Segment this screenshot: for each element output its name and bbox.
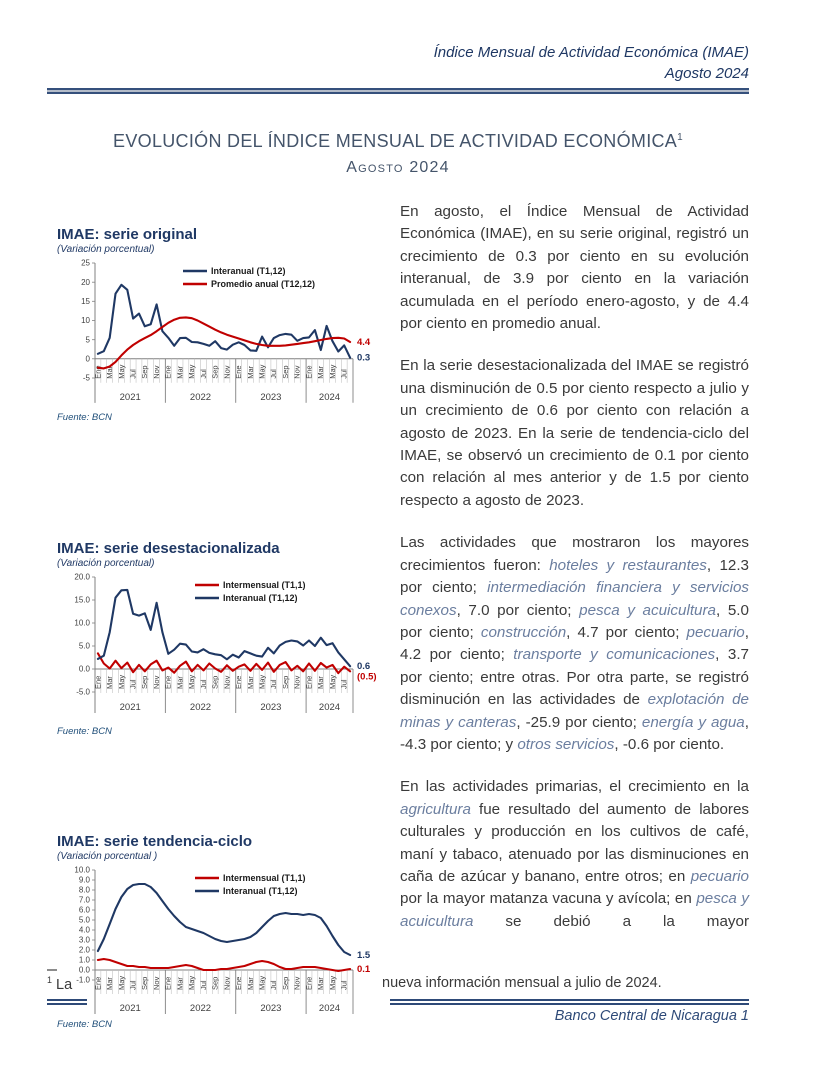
chart-canvas-desestacionalizada xyxy=(57,571,387,723)
y-tick-label: 7.0 xyxy=(78,895,90,905)
year-label: 2023 xyxy=(260,702,282,713)
chart-source: Fuente: BCN xyxy=(57,1019,112,1030)
x-tick-label: Jul xyxy=(128,369,138,379)
text-segment: se debió a la mayor xyxy=(473,912,749,930)
x-tick-label: Sep xyxy=(280,365,290,379)
chart-imae-serie-original xyxy=(57,226,389,423)
x-tick-label: Jul xyxy=(198,679,208,689)
text-segment: , 12.3 por ciento; xyxy=(400,556,750,597)
activity-term: explotación de minas y canteras xyxy=(400,691,749,731)
x-tick-label: May xyxy=(187,364,197,379)
paragraph xyxy=(400,355,749,512)
x-tick-label: Mar xyxy=(245,365,255,379)
footnote-left-fragment xyxy=(47,975,72,993)
x-tick-label: Sep xyxy=(140,976,150,990)
x-tick-label: Nov xyxy=(292,365,302,379)
x-tick-label: May xyxy=(257,364,267,379)
x-tick-label: Nov xyxy=(151,365,161,379)
chart-title: IMAE: serie original xyxy=(57,226,198,243)
x-tick-label: Ene xyxy=(93,365,103,379)
y-tick-label: 15.0 xyxy=(74,595,90,605)
x-tick-label: Mar xyxy=(105,365,115,379)
chart-canvas-original xyxy=(57,257,387,409)
year-label: 2021 xyxy=(119,1003,141,1014)
y-tick-label: 1.0 xyxy=(78,955,90,965)
x-tick-label: Mar xyxy=(105,977,115,990)
text-segment: , 5.0 por ciento; xyxy=(400,601,749,641)
x-tick-label: Nov xyxy=(292,675,302,689)
y-tick-label: -5.0 xyxy=(76,687,90,697)
x-tick-label: Jul xyxy=(339,369,349,379)
x-tick-label: Nov xyxy=(222,365,232,379)
x-tick-label: Mar xyxy=(105,676,115,689)
x-tick-label: May xyxy=(116,674,126,689)
activity-term: energía y agua xyxy=(641,713,745,731)
x-tick-label: Jul xyxy=(128,980,138,990)
chart-canvas-tendencia-ciclo xyxy=(57,864,387,1016)
x-tick-label: Sep xyxy=(210,675,220,689)
page-title-footnote-ref: 1 xyxy=(677,132,683,143)
x-tick-label: Mar xyxy=(175,365,185,379)
year-label: 2021 xyxy=(119,702,141,713)
x-tick-label: Nov xyxy=(222,675,232,689)
x-tick-label: May xyxy=(187,975,197,990)
header-title: Índice Mensual de Actividad Económica (IMAE) xyxy=(433,44,749,61)
year-label: 2023 xyxy=(260,1003,282,1014)
activity-term: pecuario xyxy=(690,867,749,885)
activity-term: construcción xyxy=(480,623,567,641)
x-tick-label: Ene xyxy=(163,675,173,689)
x-tick-label: Ene xyxy=(304,976,314,990)
x-tick-label: Mar xyxy=(245,977,255,990)
series-end-value: 4.4 xyxy=(357,337,371,348)
chart-subtitle: (Variación porcentual ) xyxy=(57,851,158,862)
x-tick-label: Ene xyxy=(234,976,244,990)
header-date: Agosto 2024 xyxy=(664,65,749,82)
series-end-value: 1.5 xyxy=(357,950,371,961)
x-tick-label: Ene xyxy=(93,976,103,990)
y-tick-label: 10.0 xyxy=(74,618,90,628)
y-tick-label: 20.0 xyxy=(74,572,90,582)
chart-source: Fuente: BCN xyxy=(57,412,112,423)
text-segment: Las actividades que mostraron los mayores crecimientos fueron: xyxy=(400,534,749,574)
x-tick-label: Nov xyxy=(222,976,232,990)
activity-term: pecuario xyxy=(686,623,745,641)
text-segment: , 3.7 por ciento; entre otras. Por otra parte, se registró disminución en las actividades de xyxy=(400,646,749,709)
x-tick-label: Jul xyxy=(269,980,279,990)
x-tick-label: Sep xyxy=(140,365,150,379)
legend-label: Interanual (T1,12) xyxy=(223,886,298,896)
text-segment: En agosto, el Índice Mensual de Actividad Económica (IMAE), en su serie original, registró un crecimiento de 0.3 por ciento en su evolución interanual, de 3.9 por ciento en la variación acumulada en el período enero-agosto, y de 4.4 por ciento en promedio anual. xyxy=(400,203,749,333)
x-tick-label: May xyxy=(116,975,126,990)
y-tick-label: 2.0 xyxy=(78,945,90,955)
legend-label: Promedio anual (T12,12) xyxy=(211,279,316,289)
y-tick-label: 0.0 xyxy=(78,664,90,674)
y-tick-label: 0.0 xyxy=(78,965,90,975)
text-segment: En las actividades primarias, el crecimiento en la xyxy=(400,778,749,796)
header-rule xyxy=(47,88,749,94)
y-tick-label: 6.0 xyxy=(78,905,90,915)
activity-term: agricultura xyxy=(400,800,471,818)
x-tick-label: Jul xyxy=(128,679,138,689)
series-line xyxy=(98,959,350,971)
y-tick-label: 5 xyxy=(85,335,90,345)
year-label: 2021 xyxy=(119,391,141,403)
activity-term: intermediación financiera y servicios conexos xyxy=(400,579,750,619)
x-tick-label: Jul xyxy=(198,980,208,990)
year-label: 2023 xyxy=(260,391,282,403)
legend-label: Interanual (T1,12) xyxy=(211,266,286,276)
footnote-right-fragment: nueva información mensual a julio de 2024. xyxy=(382,975,662,991)
x-tick-label: May xyxy=(327,674,337,689)
series-end-value: 0.3 xyxy=(357,352,371,364)
footer-rule-right xyxy=(390,999,749,1005)
y-tick-label: 3.0 xyxy=(78,935,90,945)
footnote-marker: 1 xyxy=(47,975,53,985)
body-text-column xyxy=(400,201,749,953)
text-segment: , 7.0 por ciento; xyxy=(456,601,580,619)
year-label: 2024 xyxy=(318,391,341,403)
x-tick-label: Mar xyxy=(316,365,326,379)
chart-title: IMAE: serie tendencia-ciclo xyxy=(57,833,253,850)
activity-term: pesca y acuicultura xyxy=(400,890,750,930)
text-segment: , 4.7 por ciento; xyxy=(566,623,687,641)
legend-label: Intermensual (T1,1) xyxy=(223,873,306,883)
x-tick-label: Nov xyxy=(151,675,161,689)
y-tick-label: -1.0 xyxy=(76,975,90,985)
series-end-value: 0.6 xyxy=(357,661,371,673)
x-tick-label: Mar xyxy=(316,676,326,689)
x-tick-label: Mar xyxy=(175,977,185,990)
footer-page-label: Banco Central de Nicaragua 1 xyxy=(554,1008,749,1024)
chart-subtitle: (Variación porcentual) xyxy=(57,558,155,569)
year-label: 2024 xyxy=(318,702,341,713)
x-tick-label: Ene xyxy=(93,675,103,689)
text-segment: , -25.9 por ciento; xyxy=(516,713,642,731)
legend-label: Intermensual (T1,1) xyxy=(223,580,306,590)
x-tick-label: Ene xyxy=(304,675,314,689)
chart-subtitle: (Variación porcentual) xyxy=(57,244,155,255)
y-tick-label: 5.0 xyxy=(78,641,90,651)
x-tick-label: Nov xyxy=(292,976,302,990)
x-tick-label: Sep xyxy=(140,675,150,689)
series-line xyxy=(98,285,350,358)
year-label: 2022 xyxy=(189,702,212,713)
x-tick-label: Sep xyxy=(280,675,290,689)
x-tick-label: Sep xyxy=(210,365,220,379)
x-tick-label: May xyxy=(116,364,126,379)
series-end-value: (0.5) xyxy=(357,671,377,683)
x-tick-label: Jul xyxy=(339,679,349,689)
x-tick-label: Mar xyxy=(245,676,255,689)
chart-source: Fuente: BCN xyxy=(57,726,112,737)
x-tick-label: May xyxy=(327,364,337,379)
chart-imae-serie-tendencia-ciclo xyxy=(57,833,389,1030)
x-tick-label: Ene xyxy=(304,365,314,379)
text-segment: , 4.2 por ciento; xyxy=(400,623,749,664)
activity-term: pesca y acuicultura xyxy=(579,601,716,619)
text-segment: por la mayor matanza vacuna y avícola; en xyxy=(400,890,697,908)
footer-rule-left xyxy=(47,999,87,1005)
y-tick-label: 25 xyxy=(81,258,90,268)
x-tick-label: Jul xyxy=(269,369,279,379)
x-tick-label: Sep xyxy=(280,976,290,990)
y-tick-label: 10.0 xyxy=(74,865,90,875)
x-tick-label: Sep xyxy=(210,976,220,990)
y-tick-label: 10 xyxy=(81,316,90,326)
text-segment: En la serie desestacionalizada del IMAE se registró una disminución de 0.5 por ciento respecto a julio y un crecimiento de 0.6 por ciento con relación a agosto de 2023. En la serie de tendencia-ciclo del IMAE, se observó un crecimiento de 0.1 por ciento con relación al mes anterior y de 1.5 por ciento respecto a agosto de 2023. xyxy=(400,357,749,509)
x-tick-label: Ene xyxy=(234,675,244,689)
paragraph xyxy=(400,201,749,335)
x-tick-label: May xyxy=(327,975,337,990)
y-tick-label: 8.0 xyxy=(78,885,90,895)
x-tick-label: Mar xyxy=(175,676,185,689)
x-tick-label: May xyxy=(187,674,197,689)
text-segment: , -4.3 por ciento; y xyxy=(400,713,749,753)
text-segment: , -0.6 por ciento. xyxy=(614,735,725,753)
x-tick-label: Ene xyxy=(234,365,244,379)
chart-title: IMAE: serie desestacionalizada xyxy=(57,540,280,557)
paragraph xyxy=(400,532,749,756)
year-label: 2024 xyxy=(318,1003,341,1014)
paragraph xyxy=(400,776,749,933)
legend-label: Interanual (T1,12) xyxy=(223,593,298,603)
series-end-value: 0.1 xyxy=(357,964,371,975)
y-tick-label: 15 xyxy=(81,296,90,306)
activity-term: transporte y comunicaciones xyxy=(513,646,716,664)
y-tick-label: 5.0 xyxy=(78,915,90,925)
y-tick-label: 4.0 xyxy=(78,925,90,935)
x-tick-label: Ene xyxy=(163,976,173,990)
page-title xyxy=(47,131,749,152)
x-tick-label: Ene xyxy=(163,365,173,379)
y-tick-label: -5 xyxy=(82,373,90,383)
x-tick-label: Nov xyxy=(151,976,161,990)
x-tick-label: Mar xyxy=(316,977,326,990)
activity-term: hoteles y restaurantes xyxy=(549,556,707,574)
x-tick-label: Jul xyxy=(269,679,279,689)
y-tick-label: 0 xyxy=(85,354,90,364)
activity-term: otros servicios xyxy=(517,735,615,753)
text-segment: fue resultado del aumento de labores culturales y producción en los cultivos de café, maní y tabaco, atenuado por las disminuciones en caña de azúcar y banano, entre otros; en xyxy=(400,800,749,885)
page-title-text: EVOLUCIÓN DEL ÍNDICE MENSUAL DE ACTIVIDAD ECONÓMICA xyxy=(113,131,678,151)
x-tick-label: Jul xyxy=(339,980,349,990)
x-tick-label: May xyxy=(257,975,267,990)
page-header xyxy=(434,42,749,84)
year-label: 2022 xyxy=(189,391,212,403)
footnote-left-text: La xyxy=(56,976,73,993)
y-tick-label: 20 xyxy=(81,277,90,287)
year-label: 2022 xyxy=(189,1003,212,1014)
x-tick-label: May xyxy=(257,674,267,689)
page-subtitle: Agosto 2024 xyxy=(346,159,450,176)
chart-imae-serie-desestacionalizada xyxy=(57,540,389,737)
y-tick-label: 9.0 xyxy=(78,875,90,885)
x-tick-label: Jul xyxy=(198,369,208,379)
